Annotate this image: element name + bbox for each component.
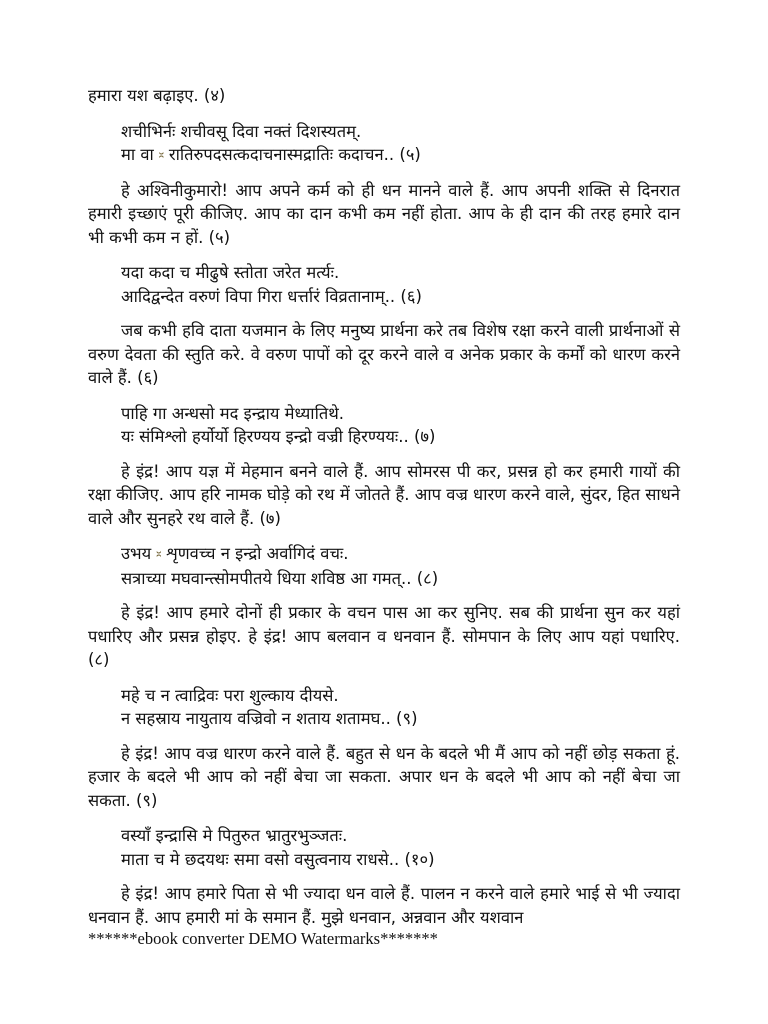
verse-line bbox=[121, 542, 680, 567]
translation-paragraph: हे अश्विनीकुमारो! आप अपने कर्म को ही धन मानने वाले हैं. आप अपनी शक्ति से दिनरात हमारी इच्छाएं पूरी कीजिए. आप का दान कभी कम नहीं होता. आप के ही दान की तरह हमारे दान भी कभी कम न हों. (५) bbox=[88, 180, 680, 247]
verse-line-end: रातिरुपदसत्कदाचनास्मद्रातिः कदाचन.. (५) bbox=[163, 145, 421, 164]
verse-line: आदिद्वन्देत वरुणं विपा गिरा धर्त्तारं विव्रतानाम्.. (६) bbox=[121, 286, 422, 306]
verse-block bbox=[121, 261, 680, 308]
vedic-sign-glyph: ᳲ bbox=[156, 547, 161, 561]
verse-line: यदा कदा च मीढुषे स्तोता जरेत मर्त्यः. bbox=[121, 263, 340, 282]
vedic-sign-glyph: ᳲ bbox=[159, 148, 164, 162]
translation-paragraph: हे इंद्र! आप हमारे दोनों ही प्रकार के वचन पास आ कर सुनिए. सब की प्रार्थना सुन कर यहां पधारिए और प्रसन्न होइए. हे इंद्र! आप बलवान व धनवान हैं. सोमपान के लिए आप यहां पधारिए. (८) bbox=[88, 603, 680, 669]
verse-block bbox=[121, 542, 680, 590]
verse-block bbox=[121, 684, 680, 731]
verse-line: पाहि गा अन्धसो मद इन्द्राय मेध्यातिथे. bbox=[121, 403, 345, 423]
document-body bbox=[88, 120, 680, 930]
verse-block bbox=[121, 824, 680, 871]
translation-paragraph: हे इंद्र! आप हमारे पिता से भी ज्यादा धन वाले हैं. पालन न करने वाले हमारे भाई से भी ज्यादा धनवान हैं. आप हमारी मां के समान हैं. मुझे धनवान, अन्नवान और यशवान bbox=[88, 884, 680, 927]
verse-block bbox=[121, 120, 680, 168]
verse-line: न सहस्राय नायुताय वज्रिवो न शताय शतामघ.. (९) bbox=[121, 709, 418, 728]
verse-line: माता च मे छदयथः समा वसो वसुत्वनाय राधसे.. (१०) bbox=[121, 849, 435, 869]
document-page bbox=[88, 84, 680, 941]
verse-line: महे च न त्वाद्रिवः परा शुल्काय दीयसे. bbox=[121, 685, 339, 705]
verse-line: यः संमिश्लो हर्योर्यो हिरण्यय इन्द्रो वज्री हिरण्ययः.. (७) bbox=[121, 427, 436, 446]
verse-line-start: मा वा bbox=[121, 145, 160, 164]
verse-line: वस्याँ इन्द्रासि मे पितुरुत भ्रातुरभुञ्जतः. bbox=[121, 826, 348, 845]
watermark-text: ******ebook converter DEMO Watermarks******* bbox=[88, 929, 438, 948]
verse-line-start: उभय bbox=[121, 544, 157, 563]
opening-line: हमारा यश बढ़ाइए. (४) bbox=[88, 86, 226, 105]
translation-paragraph: हे इंद्र! आप वज्र धारण करने वाले हैं. बहुत से धन के बदले भी मैं आप को नहीं छोड़ सकता हूं. हजार के बदले भी आप को नहीं बेचा जा सकता. अपार धन के बदले भी आप को नहीं बेचा जा सकता. (९) bbox=[88, 743, 680, 810]
verse-line: शचीभिर्नः शचीवसू दिवा नक्तं दिशस्यतम्. bbox=[121, 121, 362, 141]
verse-line bbox=[121, 143, 680, 168]
translation-paragraph: हे इंद्र! आप यज्ञ में मेहमान बनने वाले हैं. आप सोमरस पी कर, प्रसन्न हो कर हमारी गायों की रक्षा कीजिए. आप हरि नामक घोड़े को रथ में जोतते हैं. आप वज्र धारण करने वाले, सुंदर, हित साधने वाले और सुनहरे रथ वाले हैं. (७) bbox=[88, 461, 680, 528]
translation-paragraph: जब कभी हवि दाता यजमान के लिए मनुष्य प्रार्थना करे तब विशेष रक्षा करने वाली प्रार्थनाओं से वरुण देवता की स्तुति करे. वे वरुण पापों को दूर करने वाले व अनेक प्रकार के कर्मों को धारण करने वाले हैं. (६) bbox=[88, 321, 680, 387]
verse-line-end: शृणवच्च न इन्द्रो अर्वागिदं वचः. bbox=[160, 544, 349, 563]
verse-line: सत्राच्या मघवान्त्सोमपीतये धिया शविष्ठ आ गमत्.. (८) bbox=[121, 568, 439, 588]
verse-block bbox=[121, 402, 680, 449]
